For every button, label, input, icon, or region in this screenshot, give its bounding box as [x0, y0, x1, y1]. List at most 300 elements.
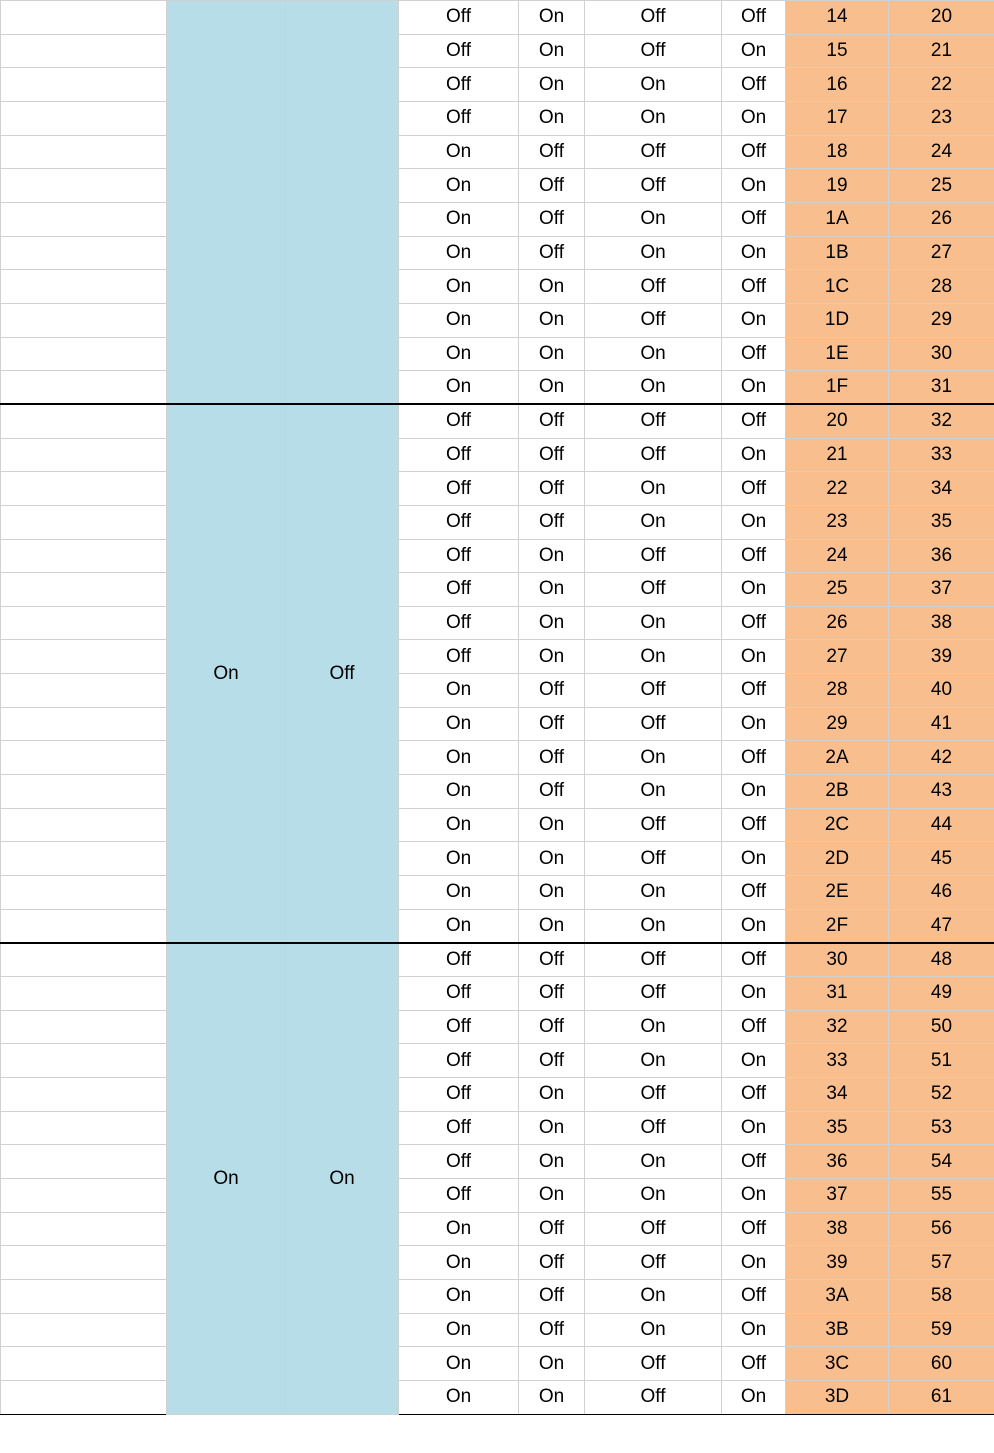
- sw5-state: On: [585, 909, 722, 943]
- row-label-cell: [1, 1178, 167, 1212]
- sw4-state: On: [519, 573, 585, 607]
- decimal-address: 36: [889, 539, 994, 573]
- sw4-state: On: [519, 1, 585, 35]
- sw3-state: Off: [399, 640, 519, 674]
- table-row: [1, 1279, 994, 1313]
- table-row: [1, 1212, 994, 1246]
- decimal-address: 21: [889, 34, 994, 68]
- sw3-state: Off: [399, 472, 519, 506]
- row-label-cell: [1, 606, 167, 640]
- row-label-cell: [1, 1246, 167, 1280]
- sw3-state: Off: [399, 573, 519, 607]
- sw5-state: On: [585, 640, 722, 674]
- row-label-cell: [1, 135, 167, 169]
- decimal-address: 34: [889, 472, 994, 506]
- row-label-cell: [1, 438, 167, 472]
- sw4-state: Off: [519, 1313, 585, 1347]
- row-label-cell: [1, 337, 167, 371]
- row-label-cell: [1, 303, 167, 337]
- sw6-state: On: [722, 1246, 786, 1280]
- row-label-cell: [1, 707, 167, 741]
- sw4-state: Off: [519, 1279, 585, 1313]
- sw5-state: On: [585, 1178, 722, 1212]
- group-sw1-cell: On: [167, 404, 286, 943]
- table-row: [1, 741, 994, 775]
- sw5-state: On: [585, 606, 722, 640]
- sw3-state: On: [399, 169, 519, 203]
- hex-address: 1E: [786, 337, 889, 371]
- table-row: [1, 876, 994, 910]
- sw6-state: On: [722, 573, 786, 607]
- sw6-state: Off: [722, 202, 786, 236]
- hex-address: 37: [786, 1178, 889, 1212]
- decimal-address: 25: [889, 169, 994, 203]
- sw3-state: On: [399, 909, 519, 943]
- sw4-state: Off: [519, 404, 585, 438]
- table-row: [1, 1246, 994, 1280]
- sw3-state: On: [399, 1313, 519, 1347]
- decimal-address: 57: [889, 1246, 994, 1280]
- sw3-state: Off: [399, 606, 519, 640]
- sw4-state: Off: [519, 977, 585, 1011]
- sw5-state: Off: [585, 303, 722, 337]
- sw4-state: Off: [519, 202, 585, 236]
- table-row: [1, 337, 994, 371]
- table-row: [1, 101, 994, 135]
- sw3-state: Off: [399, 34, 519, 68]
- table-row: [1, 169, 994, 203]
- sw3-state: Off: [399, 68, 519, 102]
- sw4-state: Off: [519, 505, 585, 539]
- decimal-address: 35: [889, 505, 994, 539]
- sw3-state: On: [399, 202, 519, 236]
- sw5-state: Off: [585, 573, 722, 607]
- sw5-state: Off: [585, 842, 722, 876]
- hex-address: 19: [786, 169, 889, 203]
- decimal-address: 61: [889, 1380, 994, 1414]
- row-label-cell: [1, 236, 167, 270]
- hex-address: 2A: [786, 741, 889, 775]
- sw3-state: On: [399, 775, 519, 809]
- sw5-state: On: [585, 741, 722, 775]
- sw5-state: Off: [585, 1078, 722, 1112]
- table-row: [1, 1145, 994, 1179]
- row-label-cell: [1, 371, 167, 405]
- row-label-cell: [1, 404, 167, 438]
- sw6-state: On: [722, 909, 786, 943]
- row-label-cell: [1, 1279, 167, 1313]
- sw4-state: On: [519, 68, 585, 102]
- sw5-state: Off: [585, 1380, 722, 1414]
- decimal-address: 30: [889, 337, 994, 371]
- row-label-cell: [1, 202, 167, 236]
- table-row: [1, 270, 994, 304]
- sw5-state: On: [585, 1145, 722, 1179]
- sw6-state: Off: [722, 270, 786, 304]
- table-row: [1, 1010, 994, 1044]
- sw6-state: Off: [722, 1279, 786, 1313]
- sw6-state: Off: [722, 135, 786, 169]
- sw3-state: Off: [399, 404, 519, 438]
- sw6-state: On: [722, 640, 786, 674]
- sw5-state: On: [585, 505, 722, 539]
- sw4-state: On: [519, 640, 585, 674]
- sw4-state: Off: [519, 775, 585, 809]
- decimal-address: 41: [889, 707, 994, 741]
- row-label-cell: [1, 943, 167, 977]
- decimal-address: 40: [889, 674, 994, 708]
- hex-address: 2C: [786, 808, 889, 842]
- sw6-state: On: [722, 1044, 786, 1078]
- row-label-cell: [1, 68, 167, 102]
- row-label-cell: [1, 539, 167, 573]
- row-label-cell: [1, 1010, 167, 1044]
- sw5-state: Off: [585, 1, 722, 35]
- row-label-cell: [1, 1380, 167, 1414]
- sw3-state: Off: [399, 943, 519, 977]
- row-label-cell: [1, 842, 167, 876]
- table-row: [1, 539, 994, 573]
- decimal-address: 46: [889, 876, 994, 910]
- sw3-state: On: [399, 674, 519, 708]
- decimal-address: 48: [889, 943, 994, 977]
- row-label-cell: [1, 741, 167, 775]
- hex-address: 2E: [786, 876, 889, 910]
- sw3-state: On: [399, 270, 519, 304]
- hex-address: 31: [786, 977, 889, 1011]
- sw6-state: Off: [722, 404, 786, 438]
- sw6-state: On: [722, 1111, 786, 1145]
- sw6-state: Off: [722, 674, 786, 708]
- row-label-cell: [1, 1212, 167, 1246]
- decimal-address: 33: [889, 438, 994, 472]
- hex-address: 26: [786, 606, 889, 640]
- hex-address: 36: [786, 1145, 889, 1179]
- hex-address: 32: [786, 1010, 889, 1044]
- sw4-state: On: [519, 303, 585, 337]
- sw5-state: Off: [585, 169, 722, 203]
- sw5-state: Off: [585, 977, 722, 1011]
- hex-address: 22: [786, 472, 889, 506]
- sw4-state: Off: [519, 236, 585, 270]
- sw3-state: On: [399, 303, 519, 337]
- sw4-state: On: [519, 1145, 585, 1179]
- sw5-state: Off: [585, 943, 722, 977]
- table-row: [1, 1, 994, 35]
- sw3-state: Off: [399, 539, 519, 573]
- table-row: [1, 1313, 994, 1347]
- decimal-address: 24: [889, 135, 994, 169]
- decimal-address: 29: [889, 303, 994, 337]
- decimal-address: 28: [889, 270, 994, 304]
- sw5-state: On: [585, 1279, 722, 1313]
- sw6-state: Off: [722, 1145, 786, 1179]
- decimal-address: 55: [889, 1178, 994, 1212]
- hex-address: 29: [786, 707, 889, 741]
- hex-address: 1B: [786, 236, 889, 270]
- sw3-state: On: [399, 337, 519, 371]
- sw6-state: On: [722, 101, 786, 135]
- table-row: [1, 1380, 994, 1414]
- hex-address: 14: [786, 1, 889, 35]
- table-row: [1, 472, 994, 506]
- table-row: [1, 842, 994, 876]
- sw3-state: Off: [399, 977, 519, 1011]
- sw3-state: Off: [399, 1178, 519, 1212]
- sw4-state: Off: [519, 135, 585, 169]
- sw4-state: On: [519, 876, 585, 910]
- row-label-cell: [1, 909, 167, 943]
- decimal-address: 58: [889, 1279, 994, 1313]
- decimal-address: 59: [889, 1313, 994, 1347]
- decimal-address: 31: [889, 371, 994, 405]
- row-label-cell: [1, 505, 167, 539]
- table-row: [1, 707, 994, 741]
- row-label-cell: [1, 270, 167, 304]
- table-row: [1, 775, 994, 809]
- decimal-address: 32: [889, 404, 994, 438]
- sw6-state: On: [722, 371, 786, 405]
- sw3-state: Off: [399, 1, 519, 35]
- table-row: [1, 371, 994, 405]
- sw6-state: On: [722, 977, 786, 1011]
- sw4-state: Off: [519, 741, 585, 775]
- hex-address: 1F: [786, 371, 889, 405]
- sw3-state: On: [399, 707, 519, 741]
- sw5-state: On: [585, 876, 722, 910]
- sw4-state: Off: [519, 1246, 585, 1280]
- table-row: [1, 404, 994, 438]
- table-row: [1, 135, 994, 169]
- decimal-address: 54: [889, 1145, 994, 1179]
- table-row: [1, 505, 994, 539]
- decimal-address: 20: [889, 1, 994, 35]
- decimal-address: 39: [889, 640, 994, 674]
- hex-address: 2B: [786, 775, 889, 809]
- sw3-state: Off: [399, 1044, 519, 1078]
- row-label-cell: [1, 808, 167, 842]
- sw5-state: On: [585, 202, 722, 236]
- row-label-cell: [1, 169, 167, 203]
- table-row: [1, 1044, 994, 1078]
- row-label-cell: [1, 977, 167, 1011]
- sw6-state: On: [722, 438, 786, 472]
- sw6-state: On: [722, 236, 786, 270]
- sw6-state: On: [722, 303, 786, 337]
- hex-address: 3B: [786, 1313, 889, 1347]
- table-body: [1, 1, 994, 1415]
- table-row: [1, 1078, 994, 1112]
- sw4-state: On: [519, 1178, 585, 1212]
- hex-address: 3D: [786, 1380, 889, 1414]
- sw4-state: On: [519, 1380, 585, 1414]
- sw3-state: Off: [399, 1010, 519, 1044]
- decimal-address: 50: [889, 1010, 994, 1044]
- group-sw2-cell: [286, 1, 399, 405]
- sw3-state: Off: [399, 1078, 519, 1112]
- table-row: [1, 909, 994, 943]
- sw6-state: Off: [722, 337, 786, 371]
- hex-address: 27: [786, 640, 889, 674]
- sw5-state: On: [585, 1010, 722, 1044]
- sw4-state: Off: [519, 1044, 585, 1078]
- sw6-state: Off: [722, 808, 786, 842]
- sw5-state: Off: [585, 1347, 722, 1381]
- sw5-state: Off: [585, 674, 722, 708]
- sw5-state: On: [585, 1044, 722, 1078]
- table-row: [1, 1178, 994, 1212]
- decimal-address: 53: [889, 1111, 994, 1145]
- sw4-state: On: [519, 606, 585, 640]
- decimal-address: 44: [889, 808, 994, 842]
- sw5-state: Off: [585, 1246, 722, 1280]
- sw6-state: On: [722, 1313, 786, 1347]
- hex-address: 38: [786, 1212, 889, 1246]
- sw4-state: Off: [519, 943, 585, 977]
- sw3-state: On: [399, 741, 519, 775]
- hex-address: 3A: [786, 1279, 889, 1313]
- sw4-state: On: [519, 1111, 585, 1145]
- row-label-cell: [1, 640, 167, 674]
- decimal-address: 26: [889, 202, 994, 236]
- sw4-state: On: [519, 337, 585, 371]
- table-row: [1, 808, 994, 842]
- row-label-cell: [1, 1145, 167, 1179]
- sw5-state: On: [585, 101, 722, 135]
- hex-address: 1D: [786, 303, 889, 337]
- row-label-cell: [1, 1111, 167, 1145]
- hex-address: 1C: [786, 270, 889, 304]
- hex-address: 16: [786, 68, 889, 102]
- sw4-state: Off: [519, 169, 585, 203]
- row-label-cell: [1, 1347, 167, 1381]
- group-sw1-cell: [167, 1, 286, 405]
- sw4-state: On: [519, 1078, 585, 1112]
- sw6-state: On: [722, 707, 786, 741]
- sw3-state: On: [399, 1279, 519, 1313]
- sw4-state: Off: [519, 438, 585, 472]
- table-row: [1, 236, 994, 270]
- decimal-address: 47: [889, 909, 994, 943]
- hex-address: 20: [786, 404, 889, 438]
- sw6-state: Off: [722, 472, 786, 506]
- sw3-state: On: [399, 842, 519, 876]
- sw5-state: Off: [585, 404, 722, 438]
- sw5-state: On: [585, 371, 722, 405]
- sw6-state: On: [722, 1380, 786, 1414]
- sw5-state: Off: [585, 707, 722, 741]
- row-label-cell: [1, 472, 167, 506]
- sw3-state: Off: [399, 505, 519, 539]
- sw3-state: Off: [399, 1111, 519, 1145]
- hex-address: 2F: [786, 909, 889, 943]
- table-row: [1, 674, 994, 708]
- sw5-state: On: [585, 472, 722, 506]
- table-row: [1, 977, 994, 1011]
- sw5-state: Off: [585, 438, 722, 472]
- table-row: [1, 438, 994, 472]
- hex-address: 33: [786, 1044, 889, 1078]
- sw6-state: Off: [722, 68, 786, 102]
- sw3-state: Off: [399, 101, 519, 135]
- sw6-state: Off: [722, 539, 786, 573]
- row-label-cell: [1, 34, 167, 68]
- row-label-cell: [1, 775, 167, 809]
- hex-address: 2D: [786, 842, 889, 876]
- row-label-cell: [1, 876, 167, 910]
- sw3-state: Off: [399, 438, 519, 472]
- table-row: [1, 202, 994, 236]
- sw3-state: Off: [399, 1145, 519, 1179]
- sw6-state: On: [722, 842, 786, 876]
- sw5-state: Off: [585, 135, 722, 169]
- row-label-cell: [1, 1313, 167, 1347]
- sw3-state: On: [399, 1347, 519, 1381]
- decimal-address: 45: [889, 842, 994, 876]
- sw5-state: On: [585, 337, 722, 371]
- sw6-state: Off: [722, 1010, 786, 1044]
- row-label-cell: [1, 1044, 167, 1078]
- sw4-state: Off: [519, 1212, 585, 1246]
- sw3-state: On: [399, 236, 519, 270]
- sw4-state: On: [519, 909, 585, 943]
- hex-address: 30: [786, 943, 889, 977]
- sw4-state: On: [519, 842, 585, 876]
- decimal-address: 22: [889, 68, 994, 102]
- row-label-cell: [1, 674, 167, 708]
- sw3-state: On: [399, 808, 519, 842]
- sw6-state: Off: [722, 1212, 786, 1246]
- sw5-state: Off: [585, 270, 722, 304]
- sw6-state: Off: [722, 943, 786, 977]
- sw5-state: Off: [585, 34, 722, 68]
- hex-address: 35: [786, 1111, 889, 1145]
- sw3-state: On: [399, 1246, 519, 1280]
- sw5-state: Off: [585, 539, 722, 573]
- sw4-state: On: [519, 270, 585, 304]
- sw4-state: On: [519, 34, 585, 68]
- table-row: [1, 34, 994, 68]
- sw4-state: Off: [519, 472, 585, 506]
- group-sw2-cell: On: [286, 943, 399, 1414]
- table-row: [1, 303, 994, 337]
- group-sw2-cell: Off: [286, 404, 399, 943]
- table-row: [1, 1111, 994, 1145]
- decimal-address: 52: [889, 1078, 994, 1112]
- sw4-state: On: [519, 371, 585, 405]
- sw5-state: On: [585, 236, 722, 270]
- sw3-state: On: [399, 371, 519, 405]
- decimal-address: 49: [889, 977, 994, 1011]
- table-row: [1, 1347, 994, 1381]
- sw6-state: On: [722, 169, 786, 203]
- sw4-state: Off: [519, 707, 585, 741]
- sw6-state: On: [722, 505, 786, 539]
- group-sw1-cell: On: [167, 943, 286, 1414]
- sw6-state: Off: [722, 1347, 786, 1381]
- table-row: [1, 606, 994, 640]
- sw6-state: On: [722, 34, 786, 68]
- hex-address: 17: [786, 101, 889, 135]
- decimal-address: 56: [889, 1212, 994, 1246]
- sw3-state: On: [399, 1380, 519, 1414]
- sw5-state: Off: [585, 808, 722, 842]
- sw6-state: On: [722, 1178, 786, 1212]
- row-label-cell: [1, 1078, 167, 1112]
- sw3-state: On: [399, 135, 519, 169]
- row-label-cell: [1, 573, 167, 607]
- table-row: [1, 68, 994, 102]
